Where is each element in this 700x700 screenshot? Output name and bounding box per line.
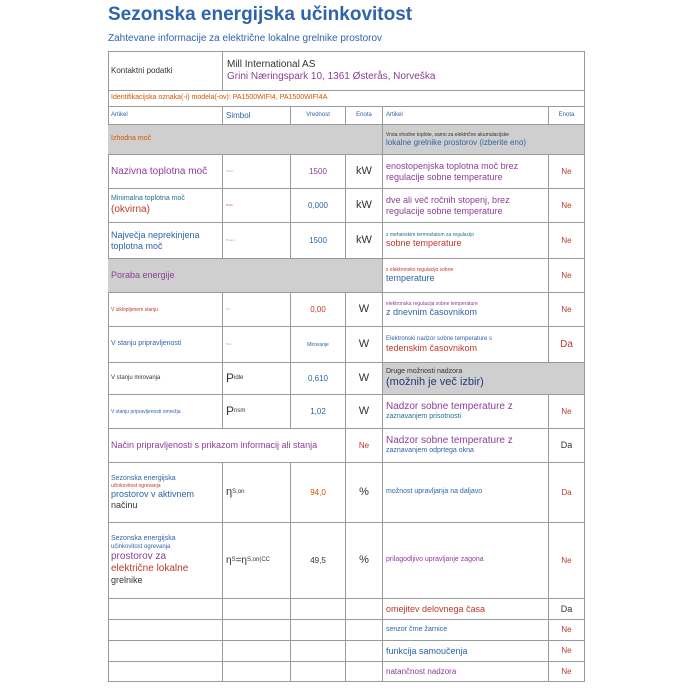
omrezje-value: 1,02: [291, 395, 346, 429]
nazivna-value: 1500: [291, 155, 346, 189]
tedenskim-value: Da: [549, 327, 585, 363]
elektronsko-label: z elektronsko regulacijo sobne temperature: [383, 259, 549, 293]
nacin-label: Način pripravljenosti s prikazom informacij ali stanja: [108, 429, 346, 463]
minimalna-value: 0,000: [291, 189, 346, 223]
sezonska2-unit: %: [346, 523, 383, 599]
zagona-label: prilagodljivo upravljanje zagona: [383, 523, 549, 599]
vrsta-header: Vrsta vhodne toplote, samo za električne akumulacijske lokalne grelnike prostorov (izberite eno): [383, 125, 585, 155]
samoucenja-value: Ne: [549, 641, 585, 662]
okna-label: Nadzor sobne temperature z zaznavanjem odprtega okna: [383, 429, 549, 463]
mirovanje-unit: W: [346, 363, 383, 395]
daljavo-label: možnost upravljanja na daljavo: [383, 463, 549, 523]
header-enota-right: Enota: [549, 107, 585, 125]
najvecja-value: 1500: [291, 223, 346, 259]
sezonska2-value: 49,5: [291, 523, 346, 599]
empty-cell: [291, 599, 346, 620]
najvecja-label: Največja neprekinjena toplotna moč: [108, 223, 223, 259]
contact-info: [223, 51, 585, 91]
header-enota: Enota: [346, 107, 383, 125]
najvecja-symbol: Pmax,c: [223, 223, 291, 259]
prisotnosti-value: Ne: [549, 395, 585, 429]
enostopenjska-value: Ne: [549, 155, 585, 189]
najvecja-unit: kW: [346, 223, 383, 259]
empty-cell: [108, 641, 223, 662]
okna-value: Da: [549, 429, 585, 463]
contact-label: Kontaktni podatki: [108, 51, 223, 91]
omejitev-label: omejitev delovnega časa: [383, 599, 549, 620]
empty-cell: [108, 599, 223, 620]
mirovanje-value: 0,610: [291, 363, 346, 395]
empty-cell: [223, 641, 291, 662]
senzor-label: senzor črne žarnice: [383, 620, 549, 641]
empty-cell: [346, 641, 383, 662]
sezonska1-label: Sezonska energijska učinkovitost ogrevanja prostorov v aktivnem načinu: [108, 463, 223, 523]
daljavo-value: Da: [549, 463, 585, 523]
empty-cell: [291, 641, 346, 662]
izklop-value: 0,00: [291, 293, 346, 327]
empty-cell: [223, 662, 291, 682]
minimalna-symbol: Pmin: [223, 189, 291, 223]
minimalna-unit: kW: [346, 189, 383, 223]
section-poraba: Poraba energije: [108, 259, 383, 293]
omrezje-symbol: P nsm: [223, 395, 291, 429]
data-table: [108, 51, 585, 682]
header-vrednost: Vrednost: [291, 107, 346, 125]
empty-cell: [346, 620, 383, 641]
company-name: Mill International AS: [227, 58, 316, 70]
senzor-value: Ne: [549, 620, 585, 641]
empty-cell: [108, 620, 223, 641]
druge-header: Druge možnosti nadzora (možnih je več izbir): [383, 363, 585, 395]
section-izhodna-moc: Izhodna moč: [108, 125, 383, 155]
header-simbol: Simbol: [223, 107, 291, 125]
pripravljenost-label: V stanju pripravljenosti: [108, 327, 223, 363]
company-address: Grini Næringspark 10, 1361 Østerås, Norveška: [227, 70, 436, 82]
dnevnim-value: Ne: [549, 293, 585, 327]
header-artikel-right: Artikel: [383, 107, 549, 125]
page-title: Sezonska energijska učinkovitost: [108, 4, 413, 25]
sezonska1-unit: %: [346, 463, 383, 523]
sezonska2-symbol: η S =η S,on(CC: [223, 523, 291, 599]
empty-cell: [291, 662, 346, 682]
pripravljenost-value: Mirovanje: [291, 327, 346, 363]
mehanskim-value: Ne: [549, 223, 585, 259]
empty-cell: [346, 662, 383, 682]
izklop-label: V izklopljenem stanju: [108, 293, 223, 327]
natancnost-value: Ne: [549, 662, 585, 682]
omejitev-value: Da: [549, 599, 585, 620]
mehanskim-label: z mehanskim termostatom za regulacijo sobne temperature: [383, 223, 549, 259]
zagona-value: Ne: [549, 523, 585, 599]
omrezje-unit: W: [346, 395, 383, 429]
natancnost-label: natančnost nadzora: [383, 662, 549, 682]
enostopenjska-label: enostopenjska toplotna moč brez regulacije sobne temperature: [383, 155, 549, 189]
header-artikel: Artikel: [108, 107, 223, 125]
nazivna-label: Nazivna toplotna moč: [108, 155, 223, 189]
nazivna-symbol: Pnom: [223, 155, 291, 189]
empty-cell: [291, 620, 346, 641]
dve-label: dve ali več ročnih stopenj, brez regulacije sobne temperature: [383, 189, 549, 223]
empty-cell: [223, 599, 291, 620]
izklop-unit: W: [346, 293, 383, 327]
empty-cell: [346, 599, 383, 620]
pripravljenost-unit: W: [346, 327, 383, 363]
empty-cell: [108, 662, 223, 682]
pripravljenost-symbol: Psm: [223, 327, 291, 363]
omrezje-label: V stanju pripravljenosti omrežja: [108, 395, 223, 429]
sezonska1-symbol: η S,on: [223, 463, 291, 523]
elektronsko-value: Ne: [549, 259, 585, 293]
empty-cell: [223, 620, 291, 641]
izklop-symbol: Po: [223, 293, 291, 327]
mirovanje-label: V stanju mirovanja: [108, 363, 223, 395]
page-subtitle: Zahtevane informacije za električne lokalne grelnike prostorov: [108, 33, 383, 44]
samoucenja-label: funkcija samoučenja: [383, 641, 549, 662]
minimalna-label: Minimalna toplotna moč (okvirna): [108, 189, 223, 223]
tedenskim-label: Elektronski nadzor sobne temperature s tedenskim časovnikom: [383, 327, 549, 363]
mirovanje-symbol: P idle: [223, 363, 291, 395]
dve-value: Ne: [549, 189, 585, 223]
sezonska2-label: Sezonska energijska učinkovitost ogrevanja prostorov za električne lokalne grelnike: [108, 523, 223, 599]
model-id: Identifikacijska oznaka(-i) modela(-ov): PA1500WIFI4, PA1500WIFI4A: [108, 91, 585, 107]
prisotnosti-label: Nadzor sobne temperature z zaznavanjem prisotnosti: [383, 395, 549, 429]
nazivna-unit: kW: [346, 155, 383, 189]
nacin-value: Ne: [346, 429, 383, 463]
dnevnim-label: elektronska regulacija sobne temperature z dnevnim časovnikom: [383, 293, 549, 327]
sezonska1-value: 94,0: [291, 463, 346, 523]
